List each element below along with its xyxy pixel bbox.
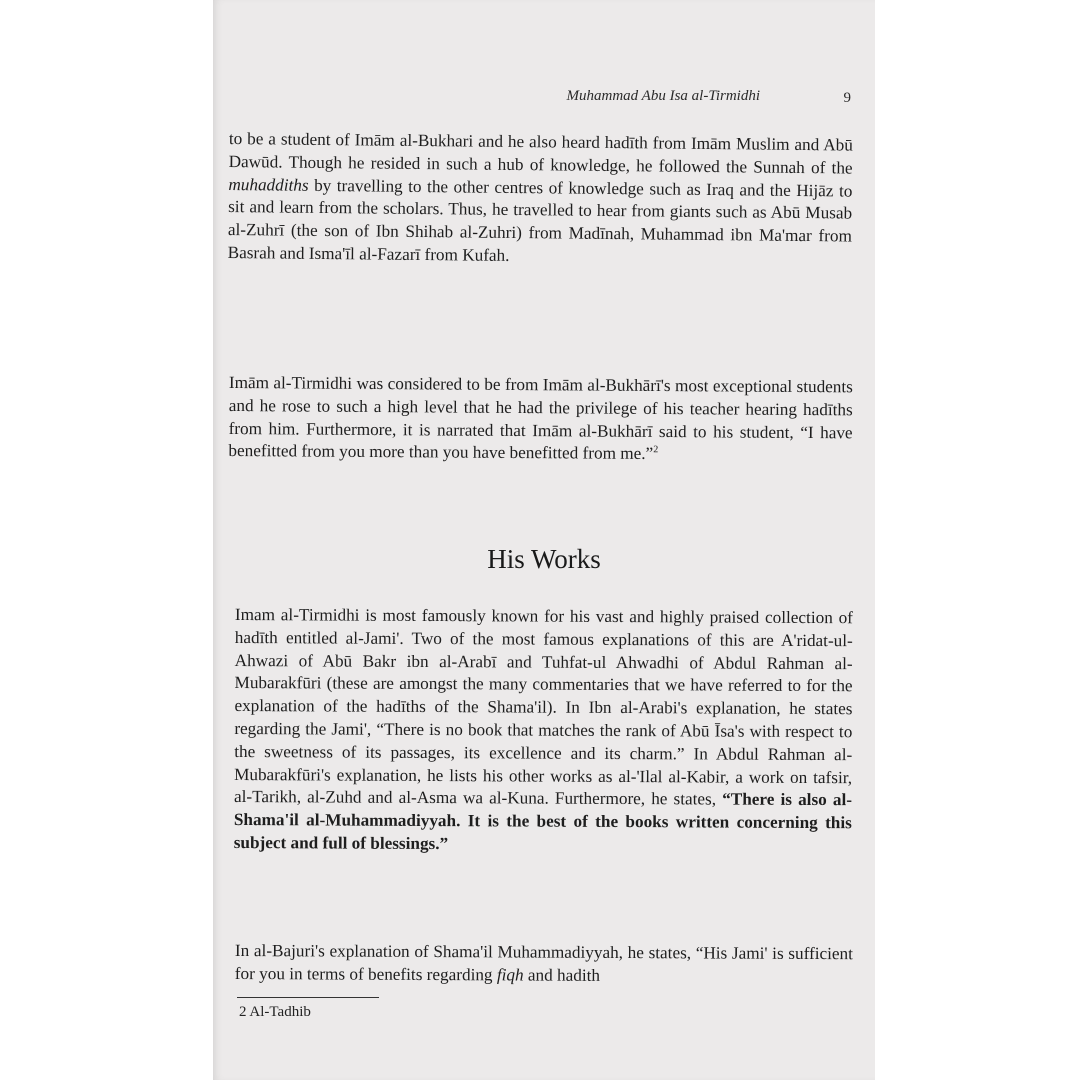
paragraph-4 [235, 940, 853, 989]
paragraph-1 [228, 128, 853, 271]
paragraph-2 [228, 372, 853, 468]
section-heading: His Works [487, 544, 601, 574]
book-page [213, 0, 875, 1080]
paragraph-4-text-b: and hadith [523, 965, 601, 985]
paragraph-4-italic-term: fiqh [496, 965, 524, 985]
footnote-reference: 2 [653, 444, 659, 456]
paragraph-2-text: Imām al-Tirmidhi was considered to be from Imām al-Bukhārī's most exceptional students and he rose to such a high level that he had the privilege of his teacher hearing hadīths from him. Furthermore, it is narrated that Imām al-Bukhārī said to his student, “I have benefitted from you more than you have benefitted from me.” [228, 372, 853, 464]
paragraph-3-bold-quote: “There is also al-Shama'il al-Muhammadiyyah. It is the best of the books written concerning this subject and full of blessings.” [233, 789, 853, 854]
running-title: Muhammad Abu Isa al-Tirmidhi [566, 88, 760, 104]
running-head [213, 88, 875, 112]
page-number: 9 [843, 90, 851, 106]
paragraph-4-text-a: In al-Bajuri's explanation of Shama'il Muhammadiyyah, he states, “His Jami' is sufficient for you in terms of benefits regarding [234, 941, 853, 985]
footnote: 2 Al-Tadhib [239, 1004, 311, 1020]
paragraph-3 [234, 604, 853, 858]
paragraph-1-italic-term: muhaddiths [228, 174, 309, 195]
paragraph-1-text-b: by travelling to the other centres of knowledge such as Iraq and the Hijāz to sit and learn from the scholars. Thus, he travelled to hear from giants such as Abū Musab al-Zuhrī (the son of Ibn Shihab al-Zuhri) from Madīnah, Muhammad ibn Ma'mar from Basrah and Isma'īl al-Fazarī from Kufah. [227, 175, 853, 265]
paragraph-1-text-a: to be a student of Imām al-Bukhari and he also heard hadīth from Imām Muslim and Abū Dawūd. Though he resided in such a hub of knowledge, he followed the Sunnah of the [228, 128, 853, 178]
footnote-rule [237, 997, 379, 998]
paragraph-3-text: Imam al-Tirmidhi is most famously known for his vast and highly praised collection of hadīth entitled al-Jami'. Two of the most famous explanations of this are A'ridat-ul-Ahwazi of Abū Bakr ibn al-Arabī and Tuhfat-ul Ahwadhi of Abdul Rahman al-Mubarakfūri (these are amongst the many commentaries that we have referred to for the explanation of the hadīths of the Shama'il). In Ibn al-Arabi's explanation, he states regarding the Jami', “There is no book that matches the rank of Abū Īsa's with respect to the sweetness of its passages, its excellence and its charm.” In Abdul Rahman al-Mubarakfūri's explanation, he lists his other works as al-'Ilal al-Kabir, a work on tafsir, al-Tarikh, al-Zuhd and al-Asma wa al-Kuna. Furthermore, he states, [233, 605, 853, 809]
